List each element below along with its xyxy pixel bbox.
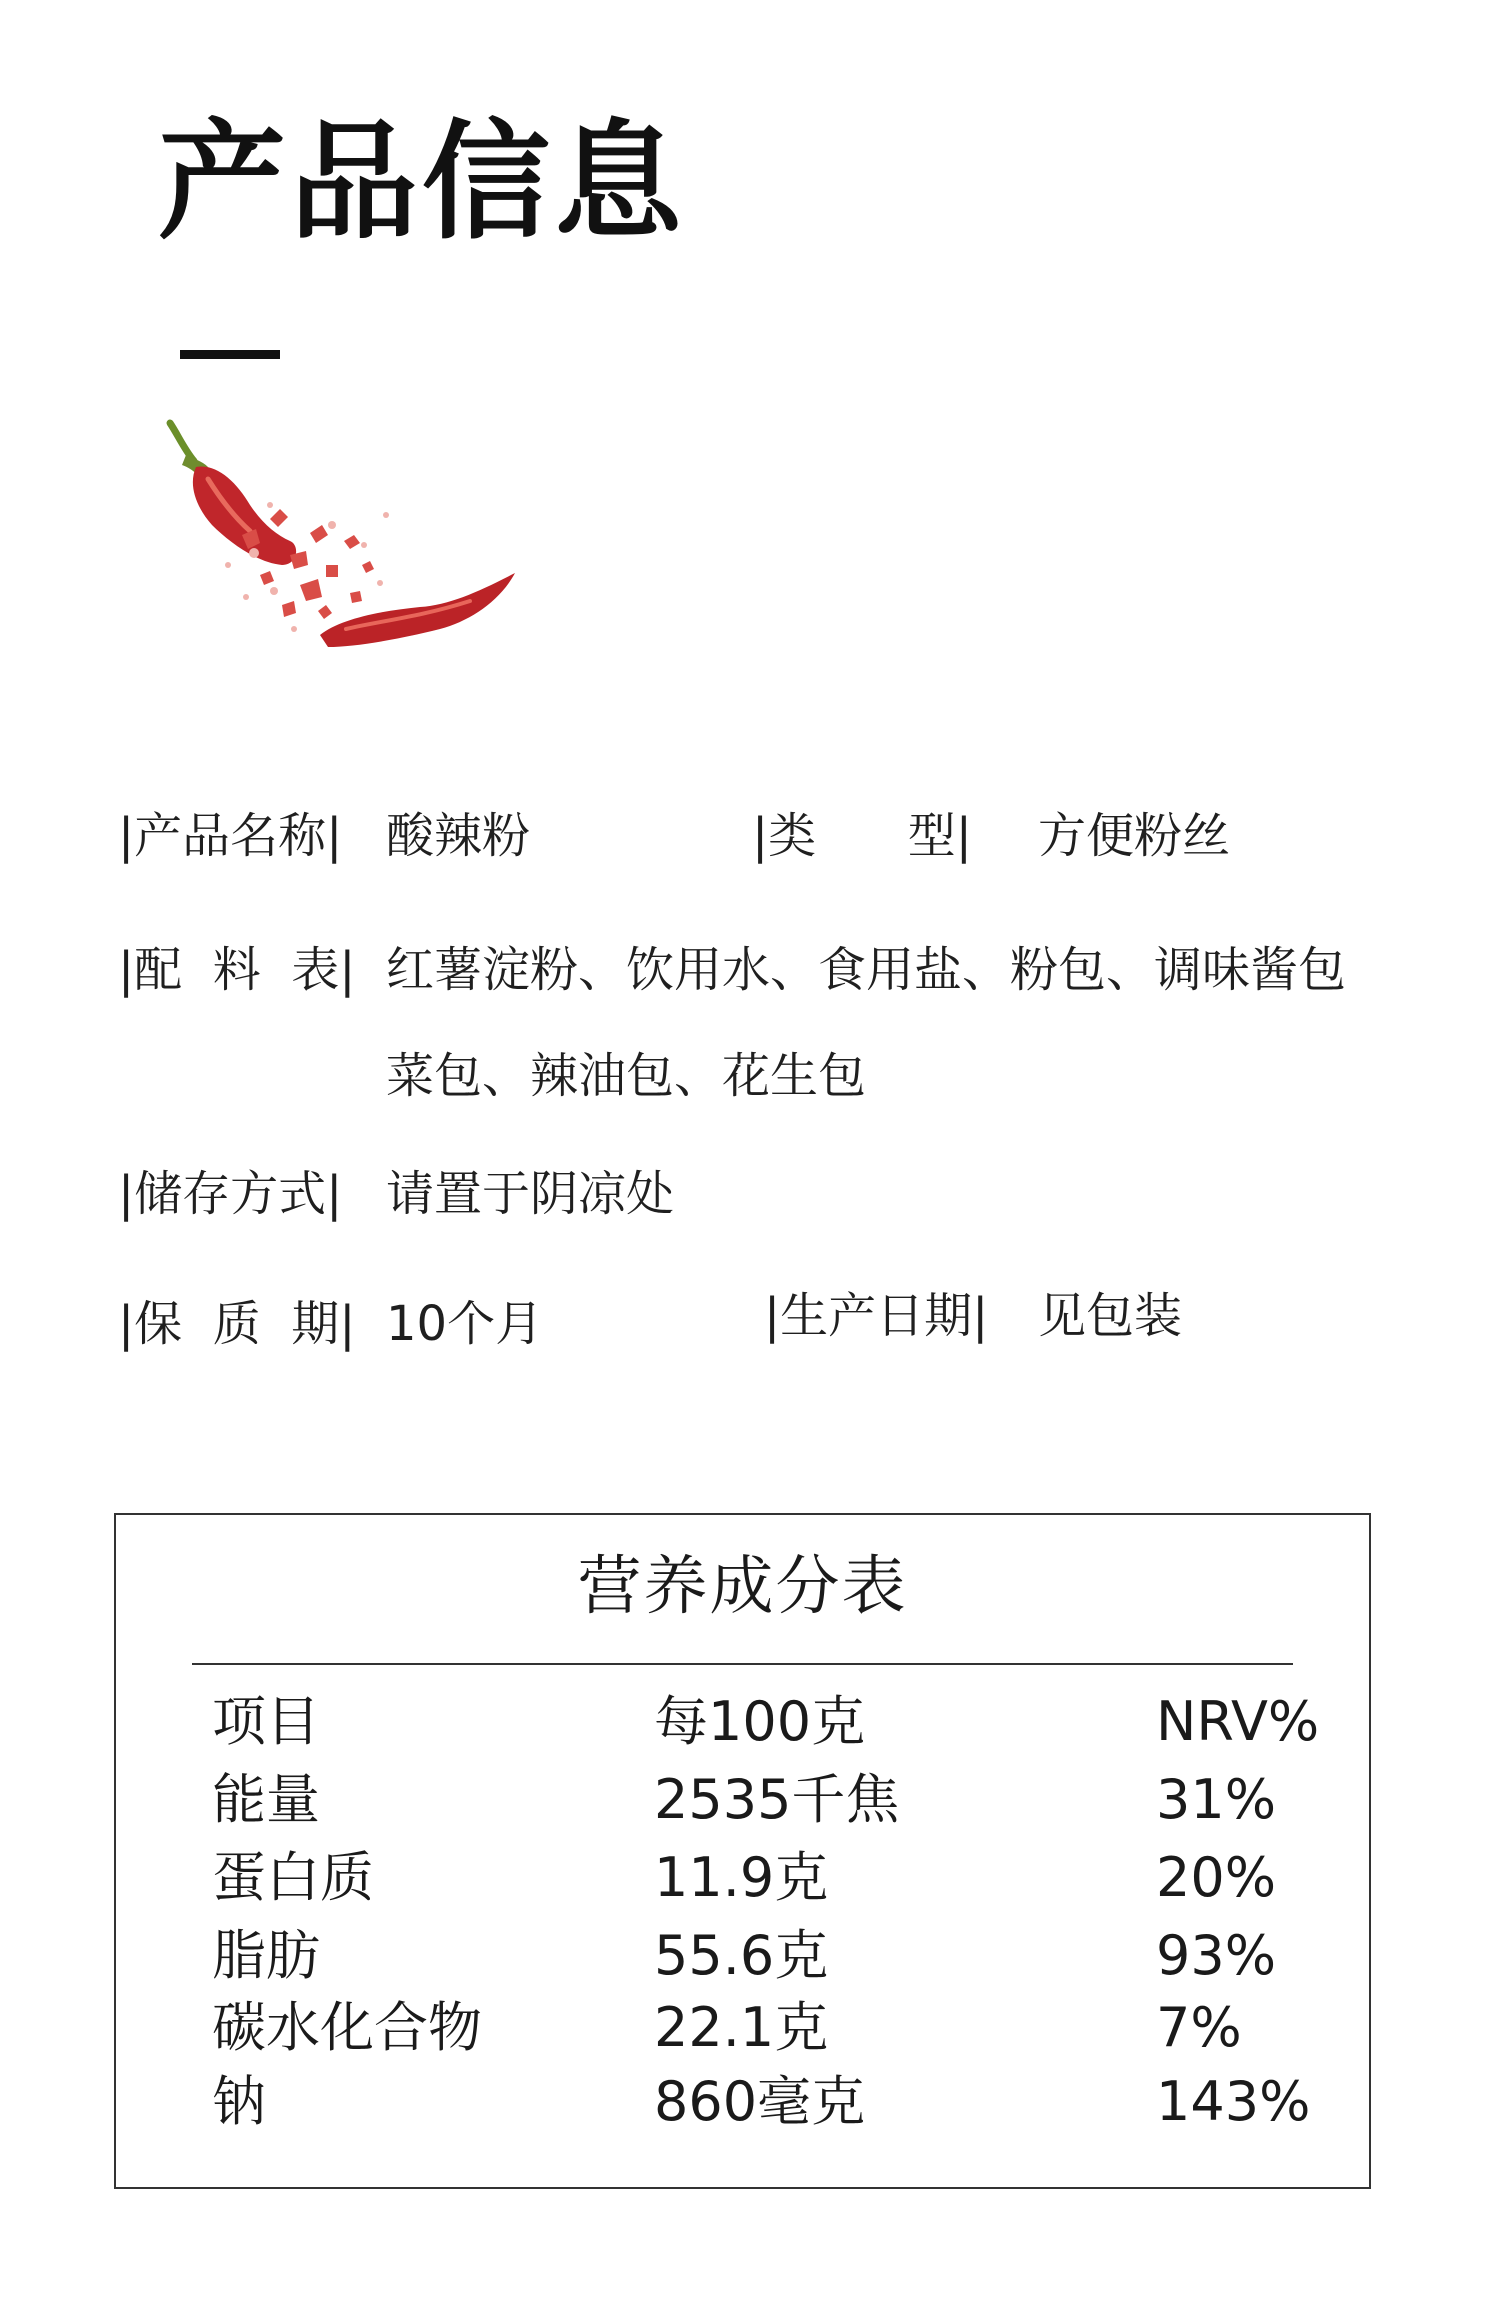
row-item: 钠 [212, 2070, 266, 2133]
type-value: 方便粉丝 [1038, 808, 1231, 864]
ingredients-label: |配 料 表| [118, 942, 356, 998]
ingredients-line-1: 红薯淀粉、饮用水、食用盐、粉包、调味酱包 [386, 942, 1347, 998]
nutrition-header-row [116, 1690, 1369, 1765]
page-title: 产品信息 [158, 107, 687, 257]
table-row [116, 1924, 1369, 1999]
table-row [116, 1846, 1369, 1921]
row-nrv: 31% [1156, 1768, 1277, 1831]
row-nrv: 20% [1156, 1846, 1277, 1909]
row-item: 碳水化合物 [212, 1996, 482, 2059]
row-item: 脂肪 [212, 1924, 320, 1987]
row-nrv: 7% [1156, 1996, 1242, 2059]
row-item: 能量 [212, 1768, 320, 1831]
storage-label: |储存方式| [118, 1166, 343, 1222]
shelf-life-label: |保 质 期| [118, 1296, 356, 1352]
row-per100: 2535千焦 [654, 1768, 900, 1831]
row-per100: 11.9克 [654, 1846, 829, 1909]
row-nrv: 143% [1156, 2070, 1311, 2133]
production-date-value: 见包装 [1038, 1288, 1183, 1344]
title-underline [180, 350, 280, 359]
product-name-label: |产品名称| [118, 808, 343, 864]
row-per100: 55.6克 [654, 1924, 829, 1987]
row-item: 蛋白质 [212, 1846, 374, 1909]
table-row [116, 2070, 1369, 2145]
production-date-label: |生产日期| [764, 1288, 989, 1344]
type-label: |类 型| [752, 808, 972, 864]
nutrition-table [114, 1513, 1371, 2189]
shelf-life-value: 10个月 [386, 1296, 544, 1352]
storage-value: 请置于阴凉处 [386, 1166, 675, 1222]
row-per100: 22.1克 [654, 1996, 829, 2059]
table-row [116, 1996, 1369, 2071]
header-item: 项目 [212, 1690, 320, 1753]
header-nrv: NRV% [1156, 1690, 1320, 1753]
product-name-value: 酸辣粉 [386, 808, 531, 864]
chili-pepper-illustration [150, 415, 550, 685]
nutrition-title: 营养成分表 [577, 1550, 908, 1624]
nutrition-divider [192, 1663, 1293, 1665]
row-per100: 860毫克 [654, 2070, 866, 2133]
header-per100: 每100克 [654, 1690, 866, 1753]
table-row [116, 1768, 1369, 1843]
ingredients-line-2: 菜包、辣油包、花生包 [386, 1048, 867, 1104]
row-nrv: 93% [1156, 1924, 1277, 1987]
